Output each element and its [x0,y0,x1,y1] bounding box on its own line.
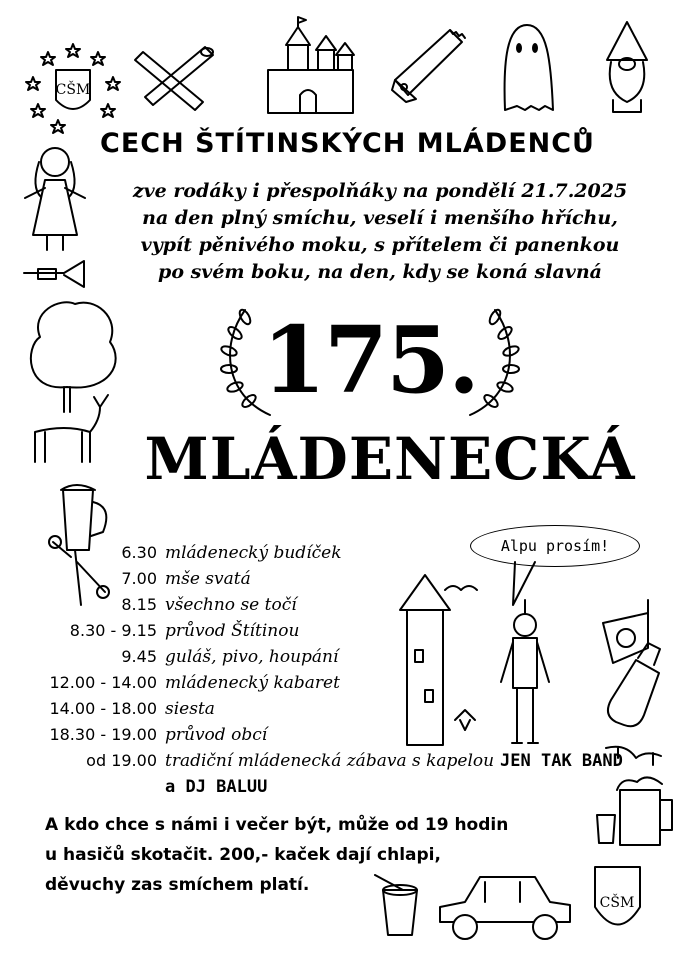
schedule-row [40,644,640,670]
schedule-time: 8.15 [121,595,157,614]
logo-lettering: CŠM [55,82,91,98]
schedule-desc: mládenecký kabaret [165,673,340,693]
schedule-time: od 19.00 [86,751,157,770]
schedule-desc: průvod obcí [165,725,268,745]
schedule-row [40,774,640,800]
schedule-time: 7.00 [121,569,157,588]
girl-icon [15,140,95,255]
schedule-time: 8.30 - 9.15 [69,621,157,640]
intro-line: na den plný smíchu, veselí i menšího hříchu, [142,207,618,229]
speech-bubble: Alpu prosím! [470,525,640,567]
ghost-icon [497,20,557,115]
intro-line: po svém boku, na den, kdy se koná slavná [158,261,602,283]
schedule-time: 9.45 [121,647,157,666]
schedule-desc: všechno se točí [165,595,297,615]
page-title: CECH ŠTÍTINSKÝCH MLÁDENCŮ [100,128,595,159]
schedule-desc: průvod Štítinou [165,621,300,641]
trumpet-icon [20,255,90,295]
edition-number: 175. [262,306,479,414]
closing-line: u hasičů skotačit. 200,- kaček dají chlapi, [45,845,441,865]
tree-deer-icon [20,292,125,467]
gnome-icon [595,20,660,115]
schedule-row [40,540,640,566]
schedule-desc: mše svatá [165,569,251,589]
schedule-time: 6.30 [121,543,157,562]
schedule-row [40,748,640,774]
closing-line: děvuchy zas smíchem platí. [45,875,310,895]
band-name: JEN TAK BAND [500,751,623,771]
schedule-row [40,566,640,592]
schedule-row [40,592,640,618]
schedule [40,540,640,800]
schedule-row [40,722,640,748]
schedule-time: 18.30 - 19.00 [49,725,157,744]
closing-line: A kdo chce s námi i večer být, může od 19 hodin [45,815,509,835]
schedule-time: 12.00 - 14.00 [49,673,157,692]
closing-text [45,810,605,900]
schedule-desc: tradiční mládenecká zábava s kapelou [165,751,495,771]
crossed-logs-icon [135,42,215,112]
intro-line: zve rodáky i přespolňáky na pondělí 21.7.2025 [132,180,628,202]
schedule-desc: siesta [165,699,215,719]
schedule-desc: mládenecký budíček [165,543,342,563]
schedule-row [40,696,640,722]
schedule-time: 14.00 - 18.00 [49,699,157,718]
event-name: MLÁDENECKÁ [144,425,636,493]
schedule-row [40,670,640,696]
dj-name: a DJ BALUU [165,777,268,797]
shield-lettering: CŠM [599,895,635,911]
csm-logo-stars-icon [28,42,118,132]
saw-icon [390,25,470,105]
intro-line: vypít pěnivého moku, s přítelem či panenkou [140,234,620,256]
castle-icon [258,15,363,115]
schedule-row [40,618,640,644]
invitation-text [125,178,635,286]
schedule-desc: guláš, pivo, houpání [165,647,339,667]
